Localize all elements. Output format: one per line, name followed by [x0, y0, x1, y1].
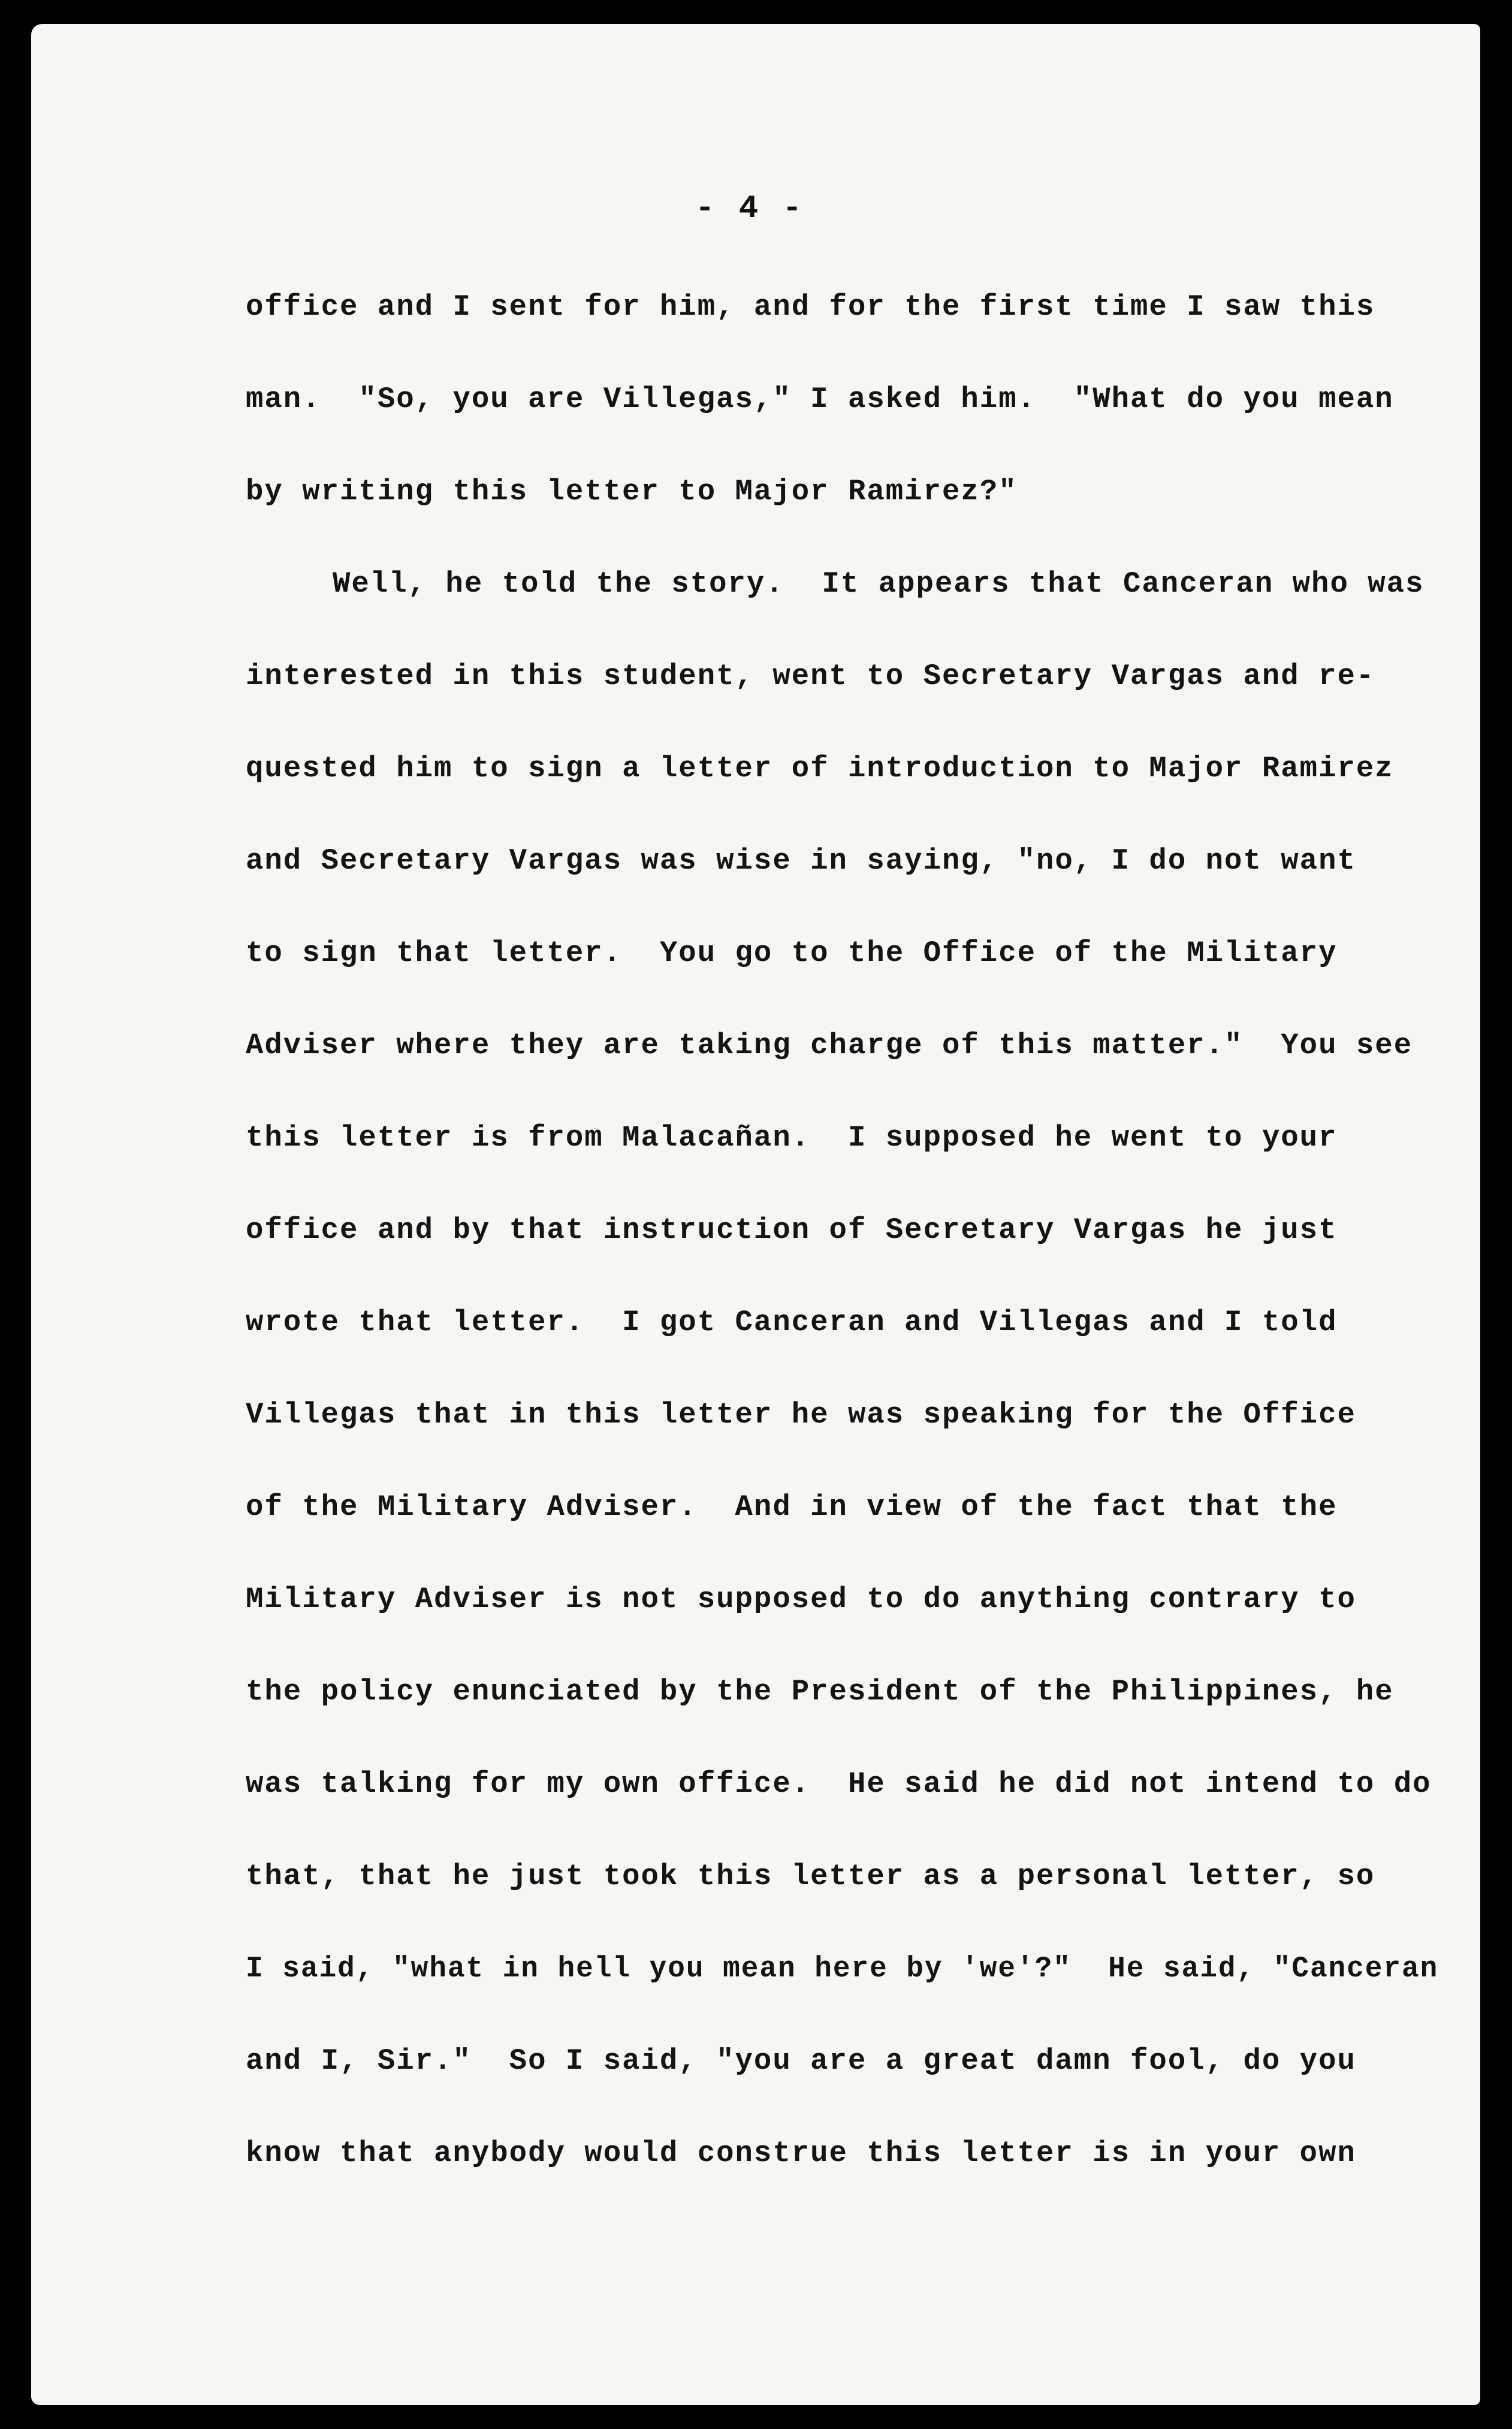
- body-line-6: quested him to sign a letter of introduction to Major Ramirez: [246, 752, 1394, 785]
- body-line-12: wrote that letter. I got Canceran and Villegas and I told: [246, 1306, 1338, 1339]
- body-line-18: that, that he just took this letter as a personal letter, so: [246, 1860, 1375, 1893]
- body-line-21: know that anybody would construe this letter is in your own: [246, 2136, 1356, 2170]
- body-line-9: Adviser where they are taking charge of this matter." You see: [246, 1029, 1413, 1062]
- body-line-3: by writing this letter to Major Ramirez?": [246, 475, 1018, 508]
- body-line-10: this letter is from Malacañan. I supposed he went to your: [246, 1121, 1338, 1155]
- body-line-1: office and I sent for him, and for the first time I saw this: [246, 290, 1375, 324]
- body-line-7: and Secretary Vargas was wise in saying, "no, I do not want: [246, 844, 1356, 878]
- body-line-11: office and by that instruction of Secretary Vargas he just: [246, 1213, 1338, 1247]
- body-line-4: Well, he told the story. It appears that Canceran who was: [333, 567, 1425, 601]
- body-line-19: I said, "what in hell you mean here by 'we'?" He said, "Canceran: [246, 1952, 1439, 1985]
- body-line-20: and I, Sir." So I said, "you are a great damn fool, do you: [246, 2044, 1356, 2078]
- body-line-13: Villegas that in this letter he was speaking for the Office: [246, 1398, 1356, 1432]
- body-line-16: the policy enunciated by the President of the Philippines, he: [246, 1675, 1394, 1708]
- page-number: - 4 -: [695, 191, 805, 227]
- body-line-15: Military Adviser is not supposed to do anything contrary to: [246, 1583, 1356, 1616]
- body-line-5: interested in this student, went to Secretary Vargas and re-: [246, 659, 1375, 693]
- body-line-14: of the Military Adviser. And in view of the fact that the: [246, 1490, 1338, 1524]
- body-line-8: to sign that letter. You go to the Office of the Military: [246, 936, 1338, 970]
- body-line-2: man. "So, you are Villegas," I asked him. "What do you mean: [246, 382, 1394, 416]
- body-line-17: was talking for my own office. He said he did not intend to do: [246, 1767, 1432, 1801]
